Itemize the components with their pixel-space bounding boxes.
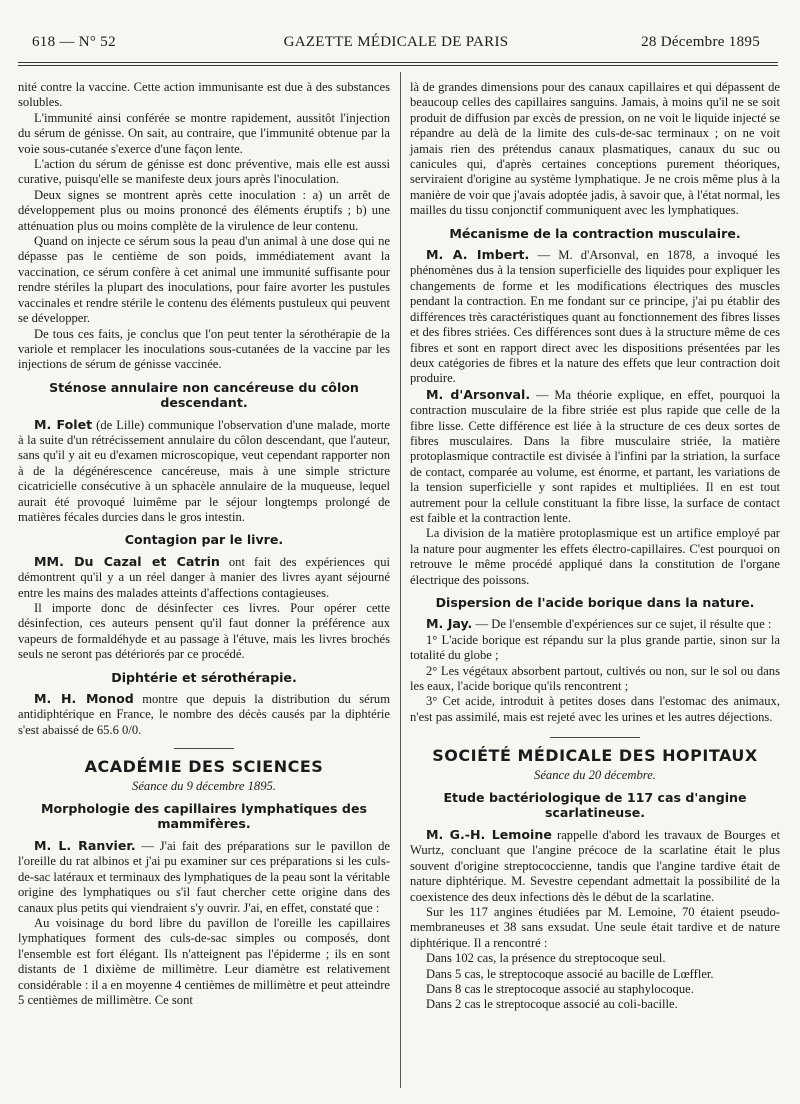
paragraph (18, 691, 390, 738)
paragraph-text: ont fait des expériences qui démontrent qu'il y a un réel danger à manier des livres ayant séjourné entre les mains des malades atteints d'affections contagieuses. (18, 554, 390, 600)
paragraph-text: — J'ai fait des préparations sur le pavillon de l'oreille du rat albinos et j'ai pu examiner sur ces préparations si les culs-de-sac latéraux et terminaux des lymphatiques de la peau sont la véritable origine des lymphatiques ou s'il faut chercher cette origine dans des canaux plus petits qui viendraient s'y ouvrir. J'ai, en effet, constaté que : (18, 838, 390, 915)
list-item: Dans 5 cas, le streptocoque associé au bacille de Lœffler. (426, 966, 714, 981)
speaker-name: M. d'Arsonval. (426, 386, 531, 402)
paragraph-text: — M. d'Arsonval, en 1878, a invoqué les phénomènes dus à la tension superficielle des liquides pour expliquer les changements de forme et les modifications électriques des muscles pendant la contraction. En me fondant sur ce principe, j'ai pu établir des différences très caractéristiques quant au fonctionnement des fibres lisses et des fibres striées. Ces différences sont dues à la structure même de ces fibres et sont en rapport direct avec les dispositions présentées par les deux catégories de fibres et la nature des effets que leur contraction doit produire. (410, 248, 780, 386)
paragraph: là de grandes dimensions pour des canaux capillaires et qui dépassent de beaucoup celles des capillaires sanguins. Jamais, à moins qu'il ne se soit produit de diffusion par excès de pression, on ne voit le liquide injecté se répandre au delà de la limite des culs-de-sac terminaux ; on ne voit jamais rien des prétendus canaux plasmatiques, canaux du suc ou canicules qui, d'après certaines conceptions purement théoriques, serviraient d'origine au système lymphatique. Je ne crois même plus à la manière de voir que j'avais adoptée jadis, à savoir que, à l'état normal, les mailles du tissu conjonctif communiquent avec les lymphatiques. (410, 80, 780, 218)
society-title: SOCIÉTÉ MÉDICALE DES HOPITAUX (432, 746, 758, 766)
section-rule (550, 737, 640, 738)
speaker-name: M. Jay. (426, 616, 473, 632)
section-heading: Mécanisme de la contraction musculaire. (449, 225, 741, 241)
speaker-name: M. H. Monod (34, 691, 134, 707)
paragraph (410, 616, 780, 632)
section-heading: Dispersion de l'acide borique dans la nature. (435, 595, 755, 610)
speaker-name: M. G.-H. Lemoine (426, 826, 552, 842)
section-heading: Morphologie des capillaires lymphatiques des mammifères. (41, 801, 367, 832)
session-date: Séance du 9 décembre 1895. (132, 778, 276, 793)
speaker-name: M. Folet (34, 416, 93, 432)
paragraph: nité contre la vaccine. Cette action immunisante est due à des substances solubles. (18, 80, 390, 110)
paragraph (18, 554, 390, 601)
issue-date: 28 Décembre 1895 (641, 34, 760, 50)
case-list (410, 951, 780, 1013)
section-heading: Etude bactériologique de 117 cas d'angine scarlatineuse. (443, 790, 747, 821)
paragraph: Sur les 117 angines étudiées par M. Lemoine, 70 étaient pseudo-membraneuses et 38 sans exsudat. Une seule était tardive et de nature diphtérique. Il a rencontré : (410, 904, 780, 950)
list-item: Dans 2 cas le streptocoque associé au coli-bacille. (426, 997, 678, 1012)
page-header (32, 34, 760, 56)
paragraph-text: rappelle d'abord les travaux de Bourges et Wurtz, concluant que l'angine précoce de la scarlatine était le plus souvent d'origine streptococcienne, tandis que l'angine tardive était de nature diphtérique. M. Sevestre cependant admettait la possibilité de la coexistence des deux infections dès le début de la scarlatine. (410, 827, 780, 904)
right-column (410, 80, 780, 1013)
header-rule-double (18, 65, 778, 66)
journal-title: GAZETTE MÉDICALE DE PARIS (283, 34, 509, 50)
section-heading: Contagion par le livre. (124, 532, 284, 548)
paragraph: Il importe donc de désinfecter ces livres. Pour opérer cette désinfection, ces auteurs pensent qu'il faut donner la préférence aux vapeurs de formaldéhyde et au passage à l'étuve, mais les livres brochés seuls ne seront pas détériorés par ce procédé. (18, 601, 390, 662)
paragraph: La division de la matière protoplasmique est un artifice employé par la nature pour augmenter les effets électro-capillaires. C'est pourquoi on retrouve le même procédé appliqué dans la constitution de l'organe électrique des poissons. (410, 526, 780, 587)
paragraph-text: — De l'ensemble d'expériences sur ce sujet, il résulte que : (472, 617, 772, 632)
section-rule (174, 748, 234, 749)
left-column (18, 80, 390, 1008)
list-item: 2° Les végétaux absorbent partout, cultivés ou non, sur le sol ou dans les eaux, l'acide borique qu'ils rencontrent ; (410, 663, 780, 694)
paragraph: Au voisinage du bord libre du pavillon de l'oreille les capillaires lymphatiques forment des culs-de-sac simples ou composés, dont l'ensemble est fort élégant. Ils n'atteignent pas l'épiderme ; ils en sont distants de 1 dixième de millimètre. Leur diamètre est relativement considérable : il a en moyenne 4 centièmes de millimètre et peut atteindre 5 centièmes de millimètre. Ce sont (18, 915, 390, 1007)
paragraph (410, 387, 780, 527)
list-item: 1° L'acide borique est répandu sur la plus grande partie, sinon sur la totalité du globe ; (410, 632, 780, 663)
speaker-name: MM. Du Cazal et Catrin (34, 553, 220, 569)
paragraph: De tous ces faits, je conclus que l'on peut tenter la sérothérapie de la variole et remplacer les inoculations sous-cutanées de la vaccine par les injections de sérum de génisse vaccinée. (18, 326, 390, 372)
speaker-name: M. A. Imbert. (426, 247, 530, 263)
society-title: ACADÉMIE DES SCIENCES (84, 757, 324, 777)
numbered-list (410, 633, 780, 725)
paragraph-text: (de Lille) communique l'observation d'une malade, morte à la suite d'un rétrécissement annulaire du côlon descendant, que l'auteur, sans qu'il y ait eu d'examen microscopique, veut cependant rapporter non à de la dégénérescence cancéreuse, mais à une simple stricture cicatricielle consécutive à un sphacèle annulaire de la muqueuse, lequel aurait été provoqué luimême par le séjour longtemps prolongé de matières fécales durcies dans le gros intestin. (18, 417, 390, 524)
paragraph: L'immunité ainsi conférée se montre rapidement, aussitôt l'injection du sérum de génisse. On sait, au contraire, que l'immunité obtenue par la voie sous-cutanée s'exerce d'une façon lente. (18, 110, 390, 156)
list-item: Dans 102 cas, la présence du streptocoque seul. (426, 951, 666, 966)
paragraph-text: montre que depuis la distribution du sérum antidiphtérique en France, le nombre des décès causés par la diphtérie s'est abaissé de 65.6 0/0. (18, 692, 390, 737)
paragraph: Quand on injecte ce sérum sous la peau d'un animal à une dose qui ne dépasse pas le centième de son poids, immédiatement avant la vaccination, ce sérum confère à cet animal une immunité suffisante pour rendre stériles la plupart des inoculations, pour faire avorter les pustules vaccinales et rendre stérile le contenu des éléments pustuleux qui peuvent se développer. (18, 234, 390, 326)
paragraph (410, 827, 780, 905)
header-rule (18, 62, 778, 63)
paragraph-text: — Ma théorie explique, en effet, pourquoi la contraction musculaire de la fibre striée est plus rapide que celle de la fibre lisse. Cette différence est liée à la structure de ces deux sortes de fibres musculaires. Dans la fibre musculaire striée, la matière protoplasmique contractile est divisée à l'infini par la striation, la surface de contact, comparée au volume, est énorme, et partant, les variations de la tension superficielle y sont rapides et multipliées. Il en est tout autrement pour la cellule constituant la fibre lisse, la surface de contact est faible et la contraction lente. (410, 387, 780, 525)
paragraph (410, 247, 780, 387)
section-heading: Diphtérie et sérothérapie. (111, 669, 297, 685)
page-number: 618 — N° 52 (32, 34, 116, 50)
paragraph (18, 417, 390, 526)
list-item: 3° Cet acide, introduit à petites doses dans l'estomac des animaux, n'est pas assimilé, mais est rejeté avec les urines et les autres déjections. (410, 694, 780, 724)
session-date: Séance du 20 décembre. (534, 767, 656, 782)
paragraph: Deux signes se montrent après cette inoculation : a) un arrêt de développement plus ou moins prononcé des éléments éruptifs ; b) une atténuation plus ou moins complète de la virulence de leur contenu. (18, 187, 390, 233)
paragraph: L'action du sérum de génisse est donc préventive, mais elle est aussi curative, puisqu'elle se manifeste deux jours après l'inoculation. (18, 157, 390, 187)
list-item: Dans 8 cas le streptocoque associé au staphylocoque. (426, 981, 694, 996)
paragraph (18, 838, 390, 916)
section-heading: Sténose annulaire non cancéreuse du côlon descendant. (49, 379, 359, 411)
column-divider (400, 72, 401, 1088)
speaker-name: M. L. Ranvier. (34, 837, 136, 853)
